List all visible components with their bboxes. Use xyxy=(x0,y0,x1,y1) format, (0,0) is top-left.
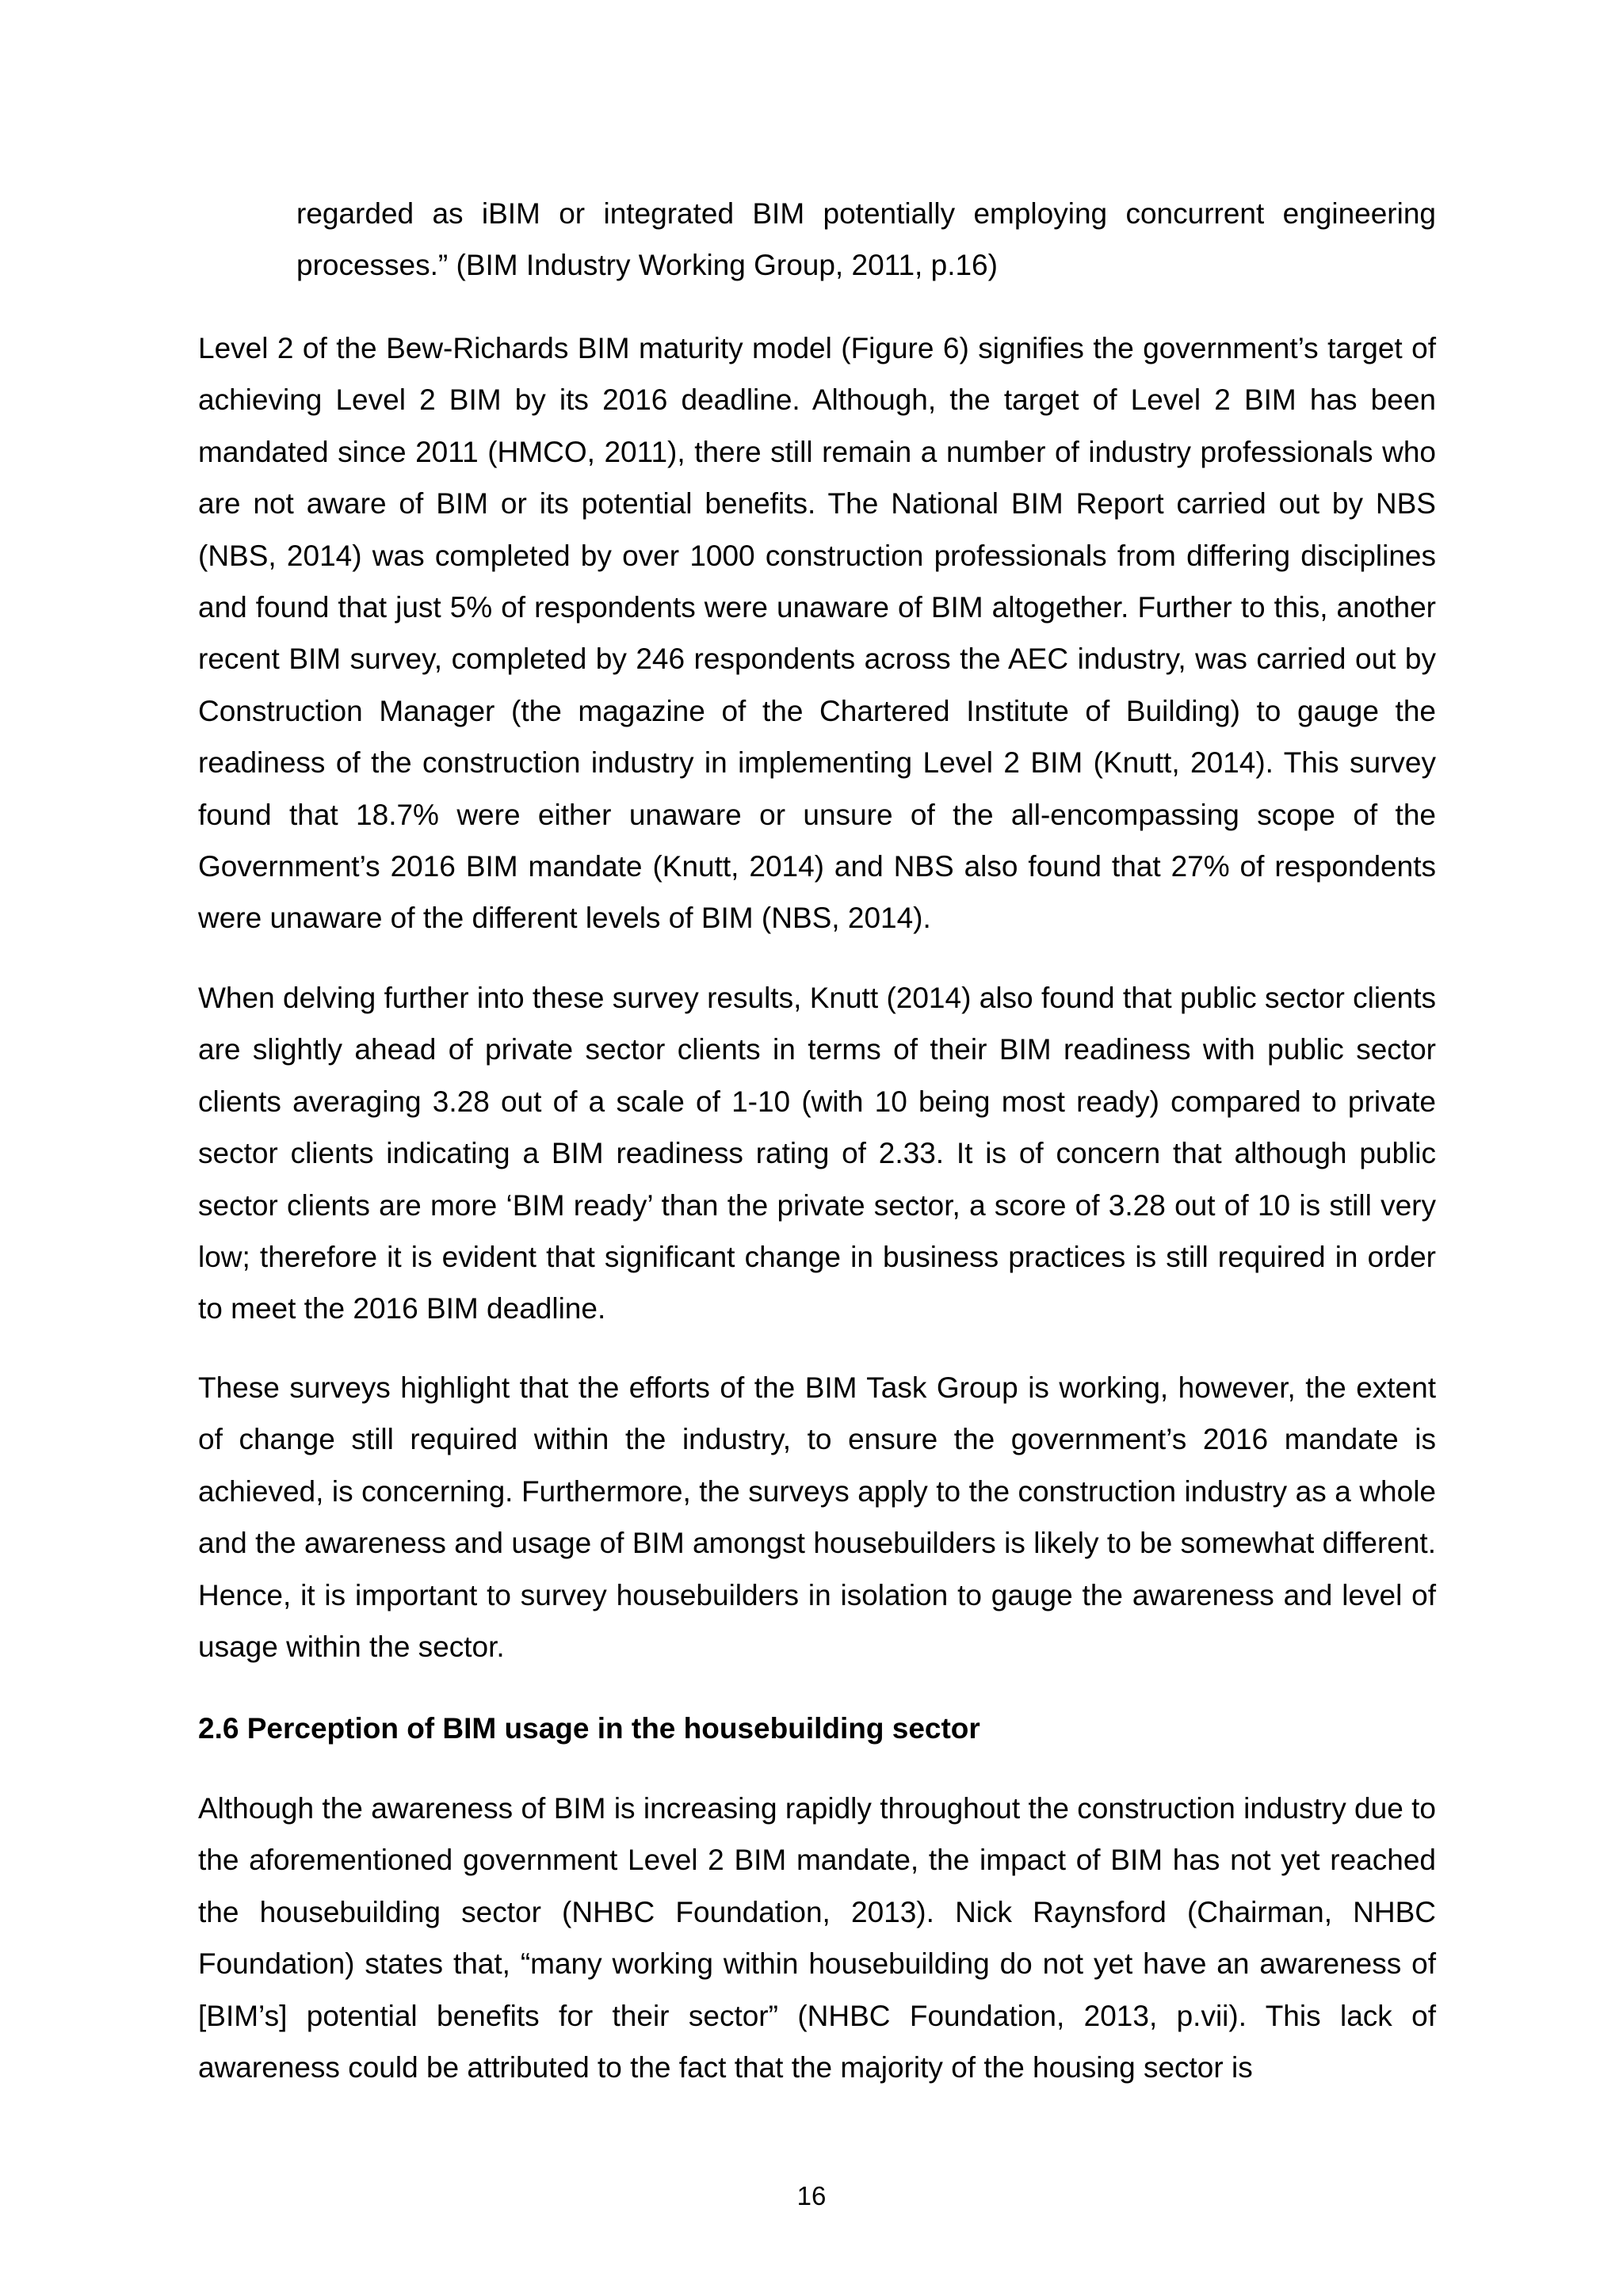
quote-continuation: regarded as iBIM or integrated BIM potentially employing concurrent engineering processes.” (BIM Industry Working Group, 2011, p.16) xyxy=(296,197,1436,282)
section-heading: 2.6 Perception of BIM usage in the housebuilding sector xyxy=(198,1712,980,1745)
body-paragraph: When delving further into these survey results, Knutt (2014) also found that public sector clients are slightly ahead of private sector clients in terms of their BIM readiness with public sector clients averaging 3.28 out of a scale of 1-10 (with 10 being most ready) compared to private sector clients indicating a BIM readiness rating of 2.33. It is of concern that although public sector clients are more ‘BIM ready’ than the private sector, a score of 3.28 out of 10 is still very low; therefore it is evident that significant change in business practices is still required in order to meet the 2016 BIM deadline. xyxy=(198,982,1436,1325)
body-paragraph: Level 2 of the Bew-Richards BIM maturity model (Figure 6) signifies the government’s target of achieving Level 2 BIM by its 2016 deadline. Although, the target of Level 2 BIM has been mandated since 2011 (HMCO, 2011), there still remain a number of industry professionals who are not aware of BIM or its potential benefits. The National BIM Report carried out by NBS (NBS, 2014) was completed by over 1000 construction professionals from differing disciplines and found that just 5% of respondents were unaware of BIM altogether. Further to this, another recent BIM survey, completed by 246 respondents across the AEC industry, was carried out by Construction Manager (the magazine of the Chartered Institute of Building) to gauge the readiness of the construction industry in implementing Level 2 BIM (Knutt, 2014). This survey found that 18.7% were either unaware or unsure of the all-encompassing scope of the Government’s 2016 BIM mandate (Knutt, 2014) and NBS also found that 27% of respondents were unaware of the different levels of BIM (NBS, 2014). xyxy=(198,332,1436,935)
page-number: 16 xyxy=(796,2181,827,2210)
section-paragraph: Although the awareness of BIM is increasing rapidly throughout the construction industry due to the aforementioned government Level 2 BIM mandate, the impact of BIM has not yet reached the housebuilding sector (NHBC Foundation, 2013). Nick Raynsford (Chairman, NHBC Foundation) states that, “many working within housebuilding do not yet have an awareness of [BIM’s] potential benefits for their sector” (NHBC Foundation, 2013, p.vii). This lack of awareness could be attributed to the fact that the majority of the housing sector is xyxy=(198,1792,1436,2084)
body-paragraph: These surveys highlight that the efforts of the BIM Task Group is working, however, the extent of change still required within the industry, to ensure the government’s 2016 mandate is achieved, is concerning. Furthermore, the surveys apply to the construction industry as a whole and the awareness and usage of BIM amongst housebuilders is likely to be somewhat different. Hence, it is important to survey housebuilders in isolation to gauge the awareness and level of usage within the sector. xyxy=(198,1371,1436,1664)
